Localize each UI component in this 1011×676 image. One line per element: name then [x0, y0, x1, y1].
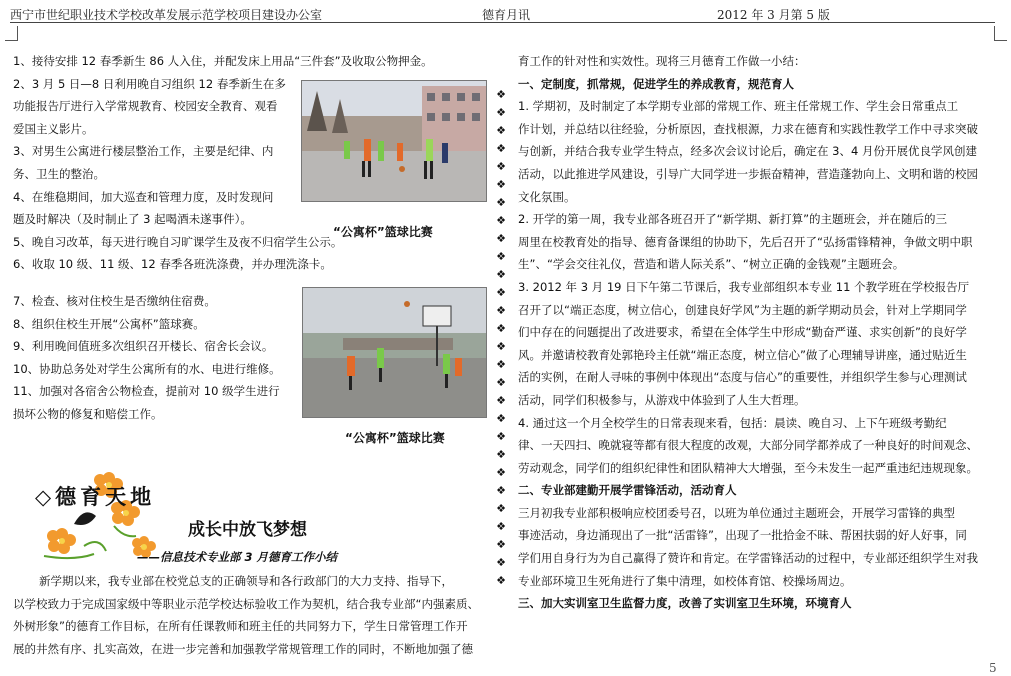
- section-title: [35, 481, 155, 511]
- section-heading: 三、加大实训室卫生监督力度，改善了实训室卫生环境，环境育人: [518, 596, 852, 611]
- diamond-bullet-icon: ❖: [496, 574, 506, 587]
- section-marker-icon: ◇: [35, 484, 56, 509]
- diamond-bullet-icon: ❖: [496, 358, 506, 371]
- list-item: 4、在维稳期间，加大巡查和管理力度，及时发现问: [13, 189, 274, 204]
- basketball-photo-1: [301, 80, 487, 202]
- header-publication: 德育月讯: [482, 8, 531, 22]
- photo-2-caption: “公寓杯”篮球比赛: [345, 431, 445, 445]
- basketball-photo-2: [302, 287, 487, 418]
- right-line: 专业部环境卫生死角进行了集中清理，如校体育馆、校操场周边。: [518, 573, 852, 588]
- list-item: 损坏公物的修复和赔偿工作。: [13, 406, 163, 421]
- right-line: 劳动观念，同学们的组织纪律性和团队精神大大增强，至今未发生一起严重违纪违规现象。: [518, 460, 978, 475]
- right-line: 3. 2012 年 3 月 19 日下午第二节课后，我专业部组织本专业 11 个教学班在学校报告厅: [518, 279, 970, 294]
- right-line: 周里在校教育处的指导、德育备课组的协助下，先后召开了“弘扬雷锋精神，争做文明中职: [518, 234, 973, 249]
- diamond-bullet-icon: ❖: [496, 268, 506, 281]
- diamond-bullet-icon: ❖: [496, 196, 506, 209]
- diamond-bullet-icon: ❖: [496, 520, 506, 533]
- article-body: [13, 570, 493, 660]
- diamond-bullet-icon: ❖: [496, 502, 506, 515]
- article-line: 展的井然有序、扎实高效，在进一步完善和加强教学常规管理工作的同时，不断地加强了德: [13, 641, 473, 656]
- header-org: 西宁市世纪职业技术学校改革发展示范学校项目建设办公室: [10, 8, 323, 22]
- header-issue: 2012 年 3 月第 5 版: [717, 8, 830, 22]
- right-line: 4. 通过这一个月全校学生的日常表现来看，包括：晨读、晚自习、上下午班级考勤纪: [518, 415, 947, 430]
- column-divider: [494, 86, 508, 590]
- diamond-bullet-icon: ❖: [496, 106, 506, 119]
- list-item: 3、对男生公寓进行楼层整治工作，主要是纪律、内: [13, 144, 274, 159]
- diamond-bullet-icon: ❖: [496, 88, 506, 101]
- diamond-bullet-icon: ❖: [496, 286, 506, 299]
- diamond-bullet-icon: ❖: [496, 484, 506, 497]
- right-line: 三月初我专业部积极响应校团委号召，以班为单位通过主题班会，开展学习雷锋的典型: [518, 505, 955, 520]
- diamond-bullet-icon: ❖: [496, 340, 506, 353]
- list-item: 功能报告厅进行入学常规教育、校园安全教育、观看: [13, 99, 278, 114]
- right-line: 作计划，并总结以往经验，分析原因，查找根源，力求在德育和实践性教学工作中寻求突破: [518, 121, 978, 136]
- section-heading: 一、定制度，抓常规，促进学生的养成教育，规范育人: [518, 76, 794, 91]
- diamond-bullet-icon: ❖: [496, 142, 506, 155]
- list-item: 10、协助总务处对学生公寓所有的水、电进行维修。: [13, 361, 281, 376]
- right-line: 事迹活动，身边涌现出了一批“活雷锋”，出现了一批拾金不昧、帮困扶弱的好人好事，同: [518, 528, 967, 543]
- article-line: 新学期以来，我专业部在校党总支的正确领导和各行政部门的大力支持、指导下，: [39, 574, 453, 588]
- section-title-text: 德育天地: [55, 484, 156, 509]
- list-item: 6、收取 10 级、11 级、12 春季各班洗涤费，并办理洗涤卡。: [13, 257, 332, 272]
- right-line: 生”、“学会交往礼仪，营造和谐人际关系”、“树立正确的金钱观”主题班会。: [518, 257, 905, 272]
- right-column: [518, 50, 1000, 615]
- crop-mark-top-left: [5, 26, 18, 41]
- list-item: 5、晚自习改革，每天进行晚自习旷课学生及夜不归宿学生公示。: [13, 234, 343, 249]
- diamond-bullet-icon: ❖: [496, 214, 506, 227]
- list-item: 2、3 月 5 日—8 日利用晚自习组织 12 春季新生在多: [13, 76, 286, 91]
- list-item: 8、组织住校生开展“公寓杯”篮球赛。: [13, 316, 205, 331]
- list-item: 爱国主义影片。: [13, 121, 94, 136]
- diamond-bullet-icon: ❖: [496, 430, 506, 443]
- list-item: 题及时解决（及时制止了 3 起喝酒未遂事件）。: [13, 212, 252, 227]
- diamond-bullet-icon: ❖: [496, 538, 506, 551]
- diamond-bullet-icon: ❖: [496, 232, 506, 245]
- right-line: 文化氛围。: [518, 189, 576, 204]
- diamond-bullet-icon: ❖: [496, 250, 506, 263]
- list-item: 11、加强对各宿舍公物检查，提前对 10 级学生进行: [13, 384, 280, 399]
- diamond-bullet-icon: ❖: [496, 412, 506, 425]
- list-item: 1、接待安排 12 春季新生 86 人入住，并配发床上用品“三件套”及收取公物押金。: [13, 54, 433, 68]
- diamond-bullet-icon: ❖: [496, 448, 506, 461]
- right-line: 2. 开学的第一周，我专业部各班召开了“新学期、新打算”的主题班会，并在随后的三: [518, 212, 948, 227]
- article-title: 成长中放飞梦想: [188, 520, 307, 540]
- diamond-bullet-icon: ❖: [496, 160, 506, 173]
- diamond-bullet-icon: ❖: [496, 124, 506, 137]
- diamond-bullet-icon: ❖: [496, 376, 506, 389]
- list-item: 9、利用晚间值班多次组织召开楼长、宿舍长会议。: [13, 339, 274, 354]
- right-line: 活动，以此推进学风建设，引导广大同学进一步振奋精神，营造蓬勃向上、文明和谐的校园: [518, 166, 978, 181]
- page-number: 5: [989, 661, 997, 675]
- diamond-bullet-icon: ❖: [496, 178, 506, 191]
- list-item: 务、卫生的整治。: [13, 166, 105, 181]
- article-line: 外树形象”的德育工作目标，在所有任课教师和班主任的共同努力下，学生日常管理工作开: [13, 619, 468, 634]
- right-line: 育工作的针对性和实效性。现将三月德育工作做一小结：: [518, 54, 806, 68]
- right-line: 与创新，并结合我专业学生特点，经多次会议讨论后，确定在 3、4 月份开展优良学风创建: [518, 144, 977, 159]
- list-item: 7、检查、核对住校生是否缴纳住宿费。: [13, 294, 216, 308]
- right-line: 1. 学期初，及时制定了本学期专业部的常规工作、班主任常规工作、学生会日常重点工: [518, 99, 959, 114]
- page-header: [10, 0, 995, 23]
- article-subtitle: ——信息技术专业部 3 月德育工作小结: [137, 550, 338, 564]
- photo-1-caption: “公寓杯”篮球比赛: [333, 225, 433, 239]
- right-line: 活动，同学们积极参与，从游戏中体验到了人生大哲理。: [518, 392, 806, 407]
- right-line: 活的实例，在耐人寻味的事例中体现出“态度与信心”的重要性，并组织学生参与心理测试: [518, 370, 967, 385]
- right-line: 召开了以“端正态度，树立信心，创建良好学风”为主题的新学期动员会，针对上学期同学: [518, 302, 967, 317]
- article-line: 以学校致力于完成国家级中等职业示范学校达标验收工作为契机，结合我专业部“内强素质、: [13, 596, 479, 611]
- work-list-bottom: [13, 290, 303, 426]
- diamond-bullet-icon: ❖: [496, 304, 506, 317]
- diamond-bullet-icon: ❖: [496, 556, 506, 569]
- right-line: 学们用自身行为为自己赢得了赞许和肯定。在学雷锋活动的过程中，专业部还组织学生对我: [518, 551, 978, 566]
- right-line: 风。并邀请校教育处郭艳玲主任就“端正态度，树立信心”做了心理辅导讲座，通过贴近生: [518, 347, 967, 362]
- right-line: 律、一天四扫、晚就寝等都有很大程度的改观，大部分同学都养成了一种良好的时间观念、: [518, 438, 978, 453]
- right-line: 们中存在的问题提出了改进要求，希望在全体学生中形成“勤奋严谨、求实创新”的良好学: [518, 325, 967, 340]
- diamond-bullet-icon: ❖: [496, 466, 506, 479]
- diamond-bullet-icon: ❖: [496, 394, 506, 407]
- section-heading: 二、专业部建勤开展学雷锋活动，活动育人: [518, 483, 737, 498]
- crop-mark-top-right: [994, 26, 1007, 41]
- diamond-bullet-icon: ❖: [496, 322, 506, 335]
